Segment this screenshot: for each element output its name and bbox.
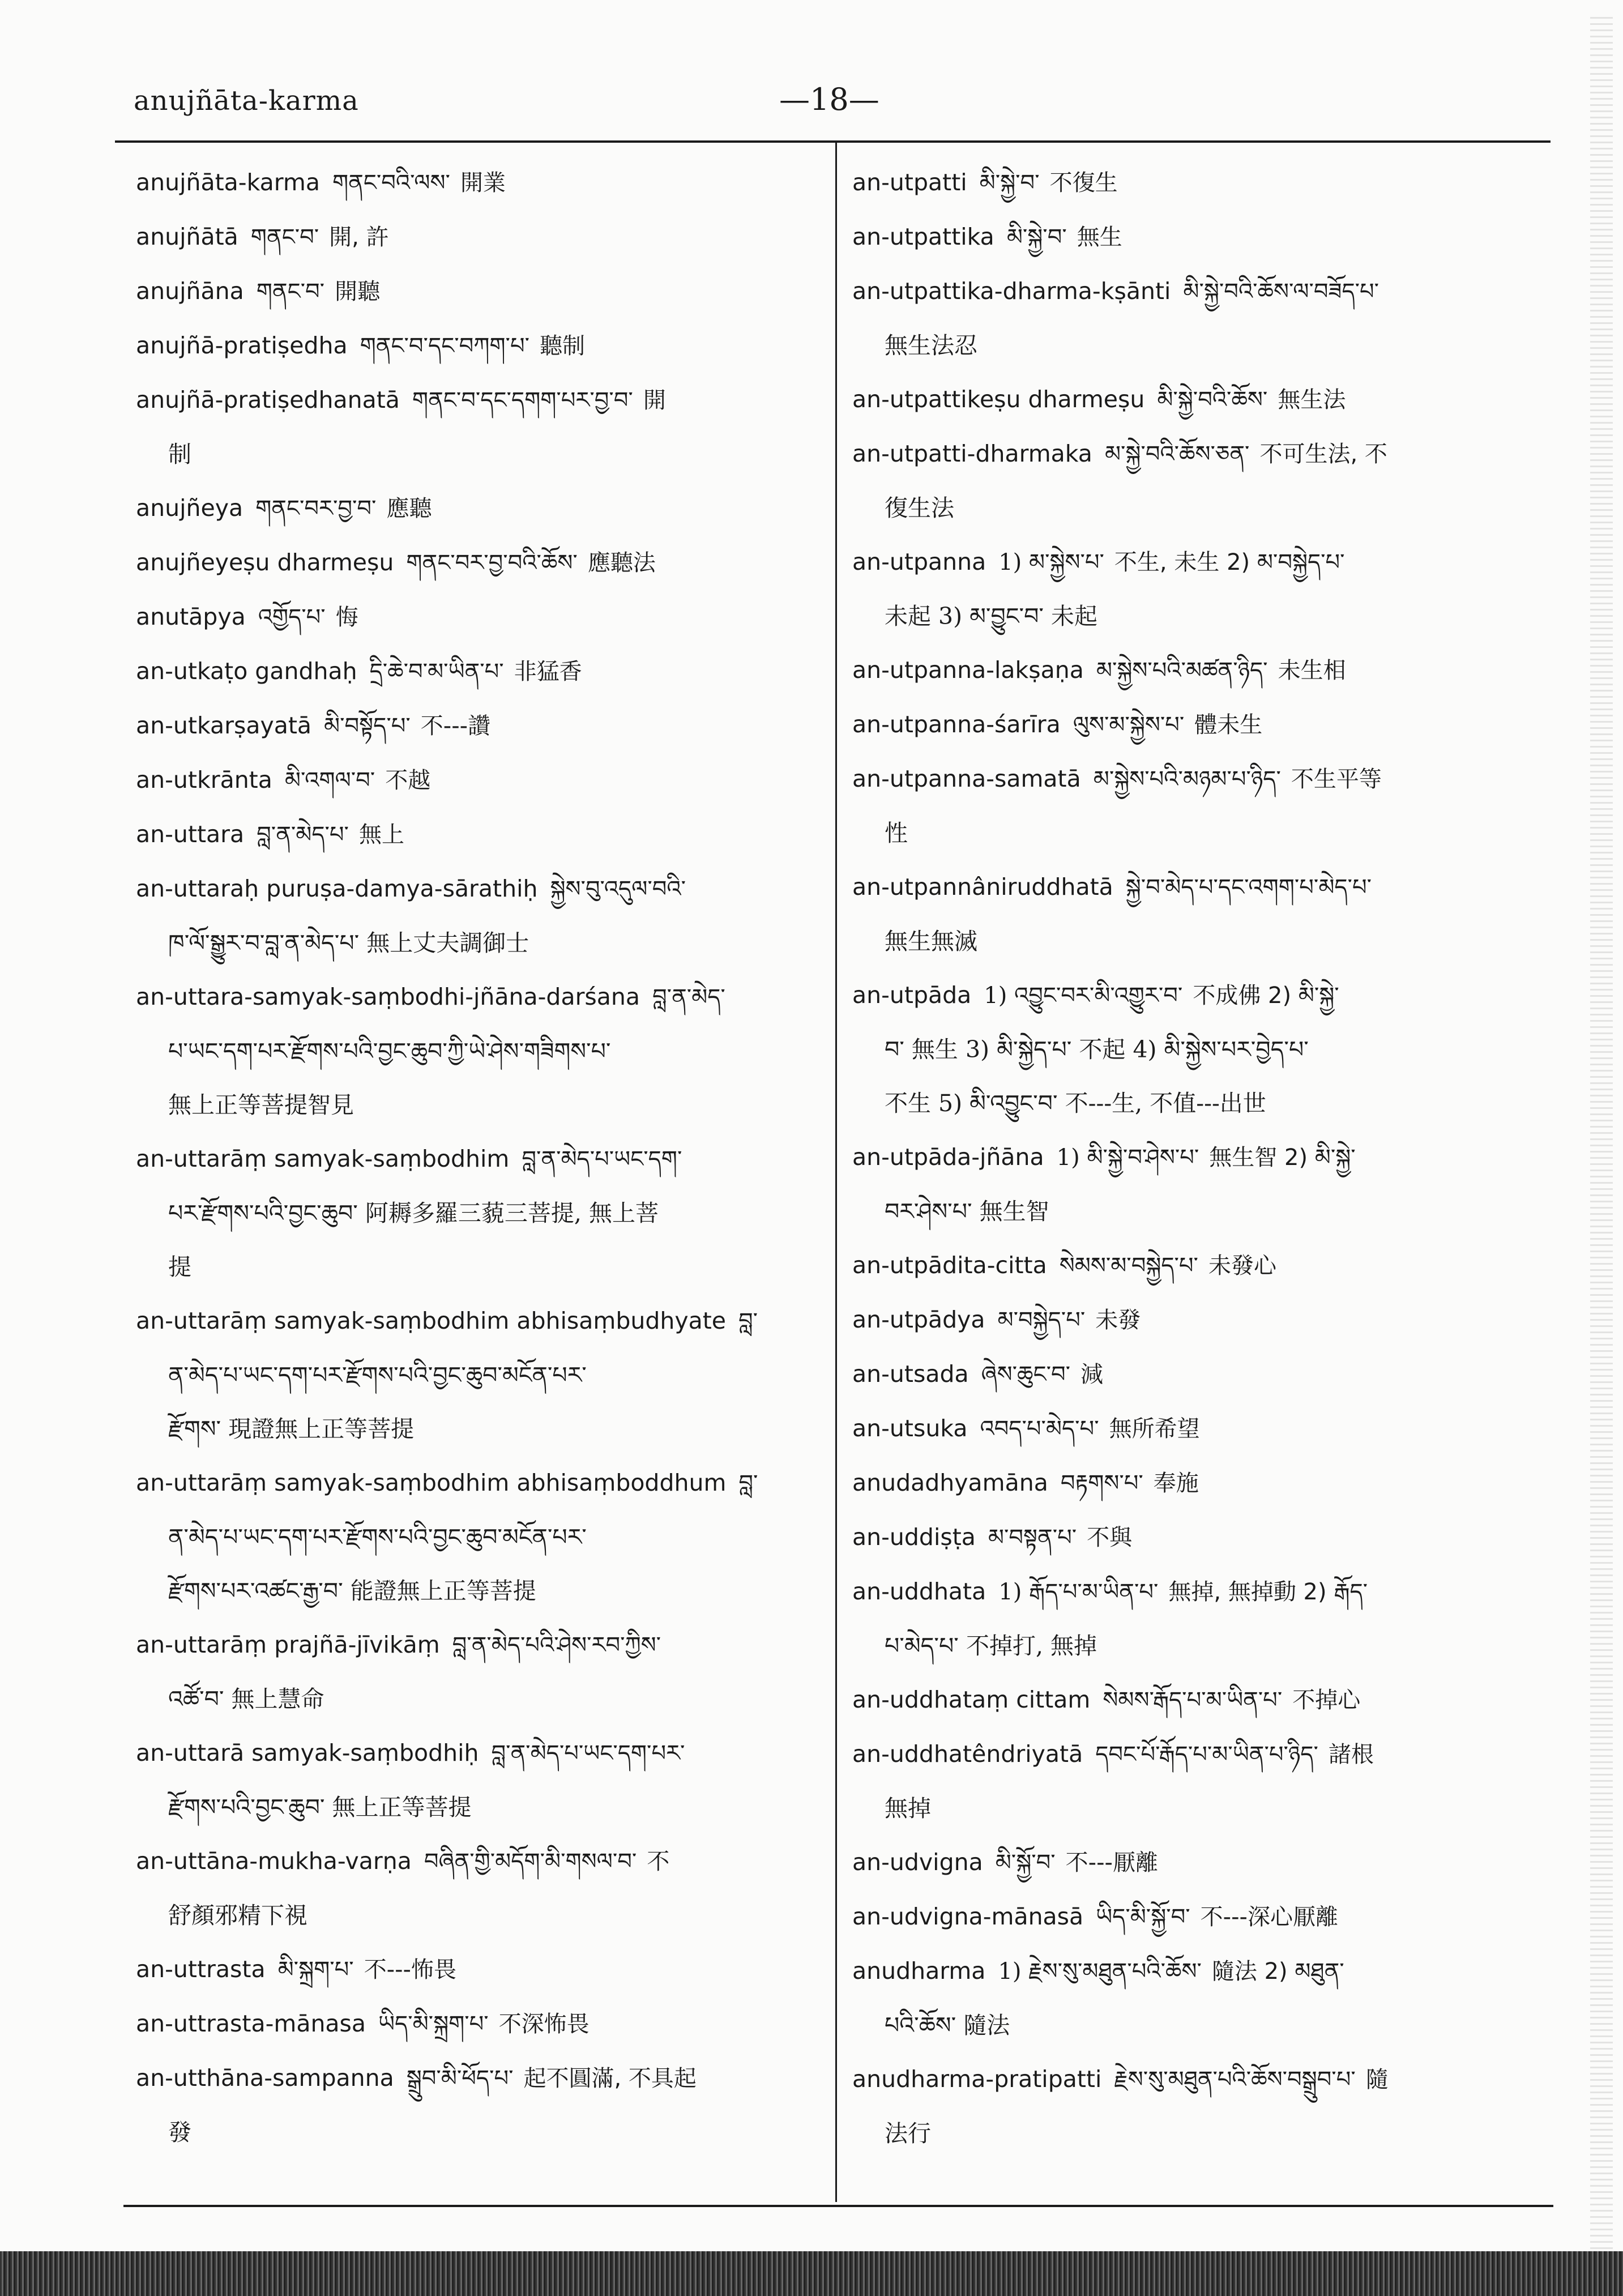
entry-continuation: 制 <box>168 441 191 468</box>
entry-headword: an-utpanna-samatā <box>852 765 1081 792</box>
dictionary-entry <box>852 1293 1540 1347</box>
entry-tibetan: གནང་བ་དང་བཀག་པ་ <box>360 333 529 359</box>
entry-headword: an-uddhatêndriyatā <box>852 1740 1083 1768</box>
entry-tibetan: སྐྱེ་བ་མེད་པ་དང་འགག་པ་མེད་པ་ <box>1125 874 1372 901</box>
entry-chinese: 不深怖畏 <box>498 2011 590 2037</box>
entry-continuation: 不生 5) མི་འབྱུང་བ་ 不---生, 不值---出世 <box>885 1090 1266 1117</box>
entry-tibetan: དབང་པོ་རྒོད་པ་མ་ཡིན་པ་ཉིད་ <box>1095 1742 1318 1768</box>
entry-headword: an-utthāna-sampanna <box>136 2064 394 2092</box>
entry-chinese: 無生法 <box>1278 387 1346 413</box>
entry-chinese: 無生智 2) མི་སྐྱེ་ <box>1209 1145 1356 1171</box>
entry-headword: an-uddhataṃ cittam <box>852 1686 1091 1713</box>
entry-continuation: བ་ 無生 3) མི་སྐྱེད་པ་ 不起 4) མི་སྐྱེས་པར་བྱེད་པ་ <box>885 1036 1309 1063</box>
entry-headword: anujñātā <box>136 223 238 250</box>
entry-tibetan: བླ་ <box>738 1470 758 1496</box>
entry-chinese: 不---厭離 <box>1065 1850 1158 1876</box>
entry-tibetan: སེམས་མ་བསྐྱེད་པ་ <box>1059 1253 1198 1279</box>
dictionary-entry <box>852 698 1540 752</box>
dictionary-entry <box>852 1456 1540 1510</box>
dictionary-entry <box>136 808 807 862</box>
entry-headword: an-udvigna <box>852 1849 983 1876</box>
dictionary-entry <box>852 1565 1540 1673</box>
entry-tibetan: གནང་བར་བྱ་བ་ <box>255 496 377 522</box>
dictionary-entry <box>852 535 1540 643</box>
dictionary-entry <box>852 752 1540 860</box>
entry-tibetan: གནང་བའི་ལས་ <box>332 170 450 196</box>
entry-chinese: 非猛香 <box>514 659 582 685</box>
entry-tibetan: མི་སྐྱེ་བ་ <box>979 170 1040 196</box>
dictionary-entry <box>136 536 807 590</box>
entry-continuation: ཁ་ལོ་སྒྱུར་བ་བླ་ན་མེད་པ་ 無上丈夫調御士 <box>168 929 529 957</box>
dictionary-entry <box>136 1294 807 1456</box>
entry-tibetan: 1) རྒོད་པ་མ་ཡིན་པ་ <box>998 1579 1159 1605</box>
dictionary-entry <box>852 373 1540 427</box>
entry-tibetan: མ་སྐྱེས་པའི་མཚན་ཉིད་ <box>1096 658 1268 684</box>
bottom-rule <box>123 2205 1553 2207</box>
entry-tibetan: བརྟགས་པ་ <box>1060 1470 1143 1496</box>
entry-continuation: རྫོགས་ 現證無上正等菩提 <box>168 1415 415 1443</box>
entry-continuation: 復生法 <box>885 494 954 522</box>
entry-tibetan: 1) རྗེས་སུ་མཐུན་པའི་ཆོས་ <box>998 1958 1202 1985</box>
entry-headword: an-utpatti-dharmaka <box>852 440 1092 467</box>
entry-tibetan: བླ་ན་མེད་པ་ཡང་དག་ <box>522 1146 682 1172</box>
entry-chinese: 不成佛 2) མི་སྐྱེ་ <box>1193 983 1339 1009</box>
dictionary-entry <box>136 319 807 373</box>
entry-tibetan: བླ་ན་མེད་པ་ <box>257 822 349 848</box>
entry-chinese: 不可生法, 不 <box>1259 441 1387 467</box>
dictionary-entry <box>852 1836 1540 1890</box>
entry-continuation: 提 <box>168 1253 191 1281</box>
entry-tibetan: དྲི་ཆེ་བ་མ་ཡིན་པ་ <box>369 659 504 685</box>
entry-chinese: 不越 <box>385 767 431 793</box>
entry-tibetan: མ་བསྟན་པ་ <box>988 1525 1077 1551</box>
entry-continuation: 舒顏邪精下視 <box>168 1902 307 1929</box>
entry-headword: an-utpannâniruddhatā <box>852 873 1113 901</box>
entry-headword: anujñā-pratiṣedha <box>136 332 348 359</box>
dictionary-entry <box>852 643 1540 698</box>
entry-chinese: 不 <box>647 1849 670 1875</box>
entry-headword: an-utpattikeṣu dharmeṣu <box>852 386 1145 413</box>
entry-chinese: 開 <box>643 387 666 413</box>
entry-chinese: 不生, 未生 2) མ་བསྐྱེད་པ་ <box>1114 549 1345 575</box>
entry-headword: an-utkarṣayatā <box>136 712 312 739</box>
entry-tibetan: བླ་ན་མེད་པ་ཡང་དག་པར་ <box>491 1740 685 1766</box>
entry-headword: an-uttaraḥ puruṣa-damya-sārathiḥ <box>136 875 538 902</box>
entry-chinese: 不---讚 <box>420 713 491 739</box>
dictionary-entry <box>136 2051 807 2160</box>
entry-tibetan: མི་སྐྱེ་བའི་ཆོས་ལ་བཟོད་པ་ <box>1183 279 1379 305</box>
dictionary-entry <box>136 699 807 753</box>
entry-tibetan: 1) འབྱུང་བར་མི་འགྱུར་བ་ <box>984 983 1183 1009</box>
entry-chinese: 不掉心 <box>1292 1687 1361 1713</box>
entry-headword: anudharma <box>852 1957 986 1985</box>
page-number: —18— <box>779 82 879 117</box>
entry-tibetan: མི་སྐྱེ་བ་ <box>1006 224 1067 250</box>
entry-headword: an-utpatti <box>852 169 967 196</box>
running-head: anujñāta-karma <box>134 85 359 117</box>
dictionary-entry <box>852 1347 1540 1402</box>
entry-chinese: 不---怖畏 <box>364 1957 456 1983</box>
dictionary-entry <box>852 968 1540 1130</box>
top-rule <box>115 140 1551 143</box>
entry-headword: an-uttrasta <box>136 1956 266 1983</box>
entry-headword: an-utpāda-jñāna <box>852 1143 1044 1171</box>
entry-tibetan: 1) མ་སྐྱེས་པ་ <box>998 549 1104 575</box>
right-column <box>852 156 1540 2161</box>
entry-headword: an-uttāna-mukha-varṇa <box>136 1847 412 1875</box>
entry-tibetan: མ་བསྐྱེད་པ་ <box>997 1307 1086 1333</box>
entry-headword: anutāpya <box>136 603 246 630</box>
entry-tibetan: བླ་ <box>738 1308 758 1334</box>
entry-continuation: 無生無滅 <box>885 928 977 955</box>
dictionary-entry <box>852 1130 1540 1239</box>
entry-headword: anujñā-pratiṣedhanatā <box>136 386 400 413</box>
entry-chinese: 不---深心厭離 <box>1200 1904 1338 1930</box>
entry-tibetan: འབད་པ་མེད་པ་ <box>980 1416 1099 1442</box>
entry-chinese: 諸根 <box>1328 1742 1374 1768</box>
dictionary-entry <box>852 1510 1540 1565</box>
entry-headword: anudadhyamāna <box>852 1469 1048 1496</box>
entry-chinese: 應聽法 <box>587 550 656 576</box>
entry-headword: an-utpattika-dharma-kṣānti <box>852 278 1171 305</box>
dictionary-entry <box>852 1944 1540 2052</box>
dictionary-entry <box>136 1132 807 1294</box>
dictionary-entry <box>136 753 807 808</box>
entry-headword: an-utsada <box>852 1360 969 1388</box>
dictionary-entry <box>136 645 807 699</box>
entry-continuation: འཚོ་བ་ 無上慧命 <box>168 1685 324 1713</box>
entry-tibetan: གནང་བ་དང་དགག་པར་བྱ་བ་ <box>412 387 633 413</box>
entry-continuation: བར་ཤེས་པ་ 無生智 <box>885 1198 1049 1225</box>
entry-headword: anujñeya <box>136 494 244 522</box>
dictionary-entry <box>852 427 1540 535</box>
entry-continuation: པར་རྫོགས་པའི་བྱང་ཆུབ་ 阿耨多羅三藐三菩提, 無上菩 <box>168 1200 659 1227</box>
entry-continuation: 未起 3) མ་བྱུང་བ་ 未起 <box>885 603 1098 630</box>
entry-headword: anujñāta-karma <box>136 169 320 196</box>
entry-chinese: 不復生 <box>1049 170 1118 196</box>
entry-chinese: 隨 <box>1365 2067 1389 2093</box>
entry-headword: an-utsuka <box>852 1415 968 1442</box>
dictionary-entry <box>852 1239 1540 1293</box>
entry-chinese: 無上 <box>358 822 404 848</box>
dictionary-entry <box>852 1673 1540 1727</box>
entry-continuation: 法行 <box>885 2120 931 2147</box>
entry-chinese: 無掉, 無掉動 2) རྒོད་ <box>1168 1579 1368 1605</box>
dictionary-entry <box>136 1726 807 1834</box>
dictionary-entry <box>852 2052 1540 2161</box>
entry-continuation: 發 <box>168 2119 191 2146</box>
entry-chinese: 無所希望 <box>1109 1416 1200 1442</box>
entry-tibetan: མི་འགལ་བ་ <box>284 767 375 793</box>
entry-headword: an-utpādya <box>852 1306 985 1333</box>
entry-headword: an-utkrānta <box>136 766 272 793</box>
dictionary-entry <box>852 210 1540 264</box>
entry-headword: an-uttara-samyak-saṃbodhi-jñāna-darśana <box>136 983 640 1010</box>
entry-headword: an-udvigna-mānasā <box>852 1903 1084 1930</box>
entry-headword: an-uttarāṃ samyak-saṃbodhim abhisaṃbudhyate <box>136 1307 727 1334</box>
entry-tibetan: བཞིན་གྱི་མདོག་མི་གསལ་བ་ <box>424 1849 637 1875</box>
entry-headword: an-uttara <box>136 821 245 848</box>
entry-headword: an-utpanna-śarīra <box>852 711 1061 738</box>
dictionary-entry <box>136 210 807 264</box>
entry-chinese: 開聽 <box>335 279 381 305</box>
entry-tibetan: མ་སྐྱེས་པའི་མཉམ་པ་ཉིད་ <box>1093 766 1281 792</box>
entry-tibetan: འགྱོད་པ་ <box>258 604 326 630</box>
entry-continuation: 性 <box>885 820 908 847</box>
entry-headword: an-uddhata <box>852 1578 986 1605</box>
dictionary-entry <box>136 156 807 210</box>
dictionary-entry <box>136 1943 807 1997</box>
dictionary-entry <box>136 590 807 645</box>
left-column <box>136 156 807 2160</box>
entry-chinese: 無生 <box>1077 224 1122 250</box>
entry-chinese: 未發心 <box>1208 1253 1276 1279</box>
entry-tibetan: ཡིད་མི་སྐྱོ་བ་ <box>1096 1904 1190 1930</box>
entry-continuation: པ་ཡང་དག་པར་རྫོགས་པའི་བྱང་ཆུབ་ཀྱི་ཡེ་ཤེས་གཟིགས་པ་ <box>168 1038 611 1065</box>
entry-tibetan: སྐྱེས་བུ་འདུལ་བའི་ <box>550 876 686 902</box>
dictionary-entry <box>136 1618 807 1726</box>
dictionary-entry <box>136 481 807 536</box>
dictionary-entry <box>852 1727 1540 1836</box>
entry-headword: an-utpanna <box>852 548 986 575</box>
entry-headword: anujñeyeṣu dharmeṣu <box>136 549 394 576</box>
entry-continuation: ན་མེད་པ་ཡང་དག་པར་རྫོགས་པའི་བྱང་ཆུབ་མངོན་པར་ <box>168 1362 587 1389</box>
entry-continuation: 無生法忍 <box>885 332 977 359</box>
entry-chinese: 隨法 2) མཐུན་ <box>1211 1958 1344 1985</box>
entry-headword: an-uttarāṃ prajñā-jīvikāṃ <box>136 1631 440 1658</box>
entry-tibetan: མི་སྐྱོ་བ་ <box>995 1850 1056 1876</box>
entry-chinese: 開, 許 <box>329 224 389 250</box>
entry-continuation: རྫོགས་པར་འཚང་རྒྱ་བ་ 能證無上正等菩提 <box>168 1577 536 1604</box>
page-header <box>131 84 1550 140</box>
entry-tibetan: གནང་བ་ <box>256 279 325 305</box>
entry-tibetan: མི་བསྟོད་པ་ <box>324 713 411 739</box>
entry-continuation: པ་མེད་པ་ 不掉打, 無掉 <box>885 1632 1097 1659</box>
dictionary-entry <box>136 1997 807 2051</box>
entry-tibetan: སེམས་རྒོད་པ་མ་ཡིན་པ་ <box>1103 1687 1283 1713</box>
entry-tibetan: མི་སྐྱེ་བའི་ཆོས་ <box>1157 387 1268 413</box>
entry-chinese: 未發 <box>1095 1307 1141 1333</box>
dictionary-entry <box>852 860 1540 968</box>
entry-chinese: 未生相 <box>1278 658 1346 684</box>
entry-tibetan: མ་སྐྱེ་བའི་ཆོས་ཅན་ <box>1104 441 1250 467</box>
entry-tibetan: 1) མི་སྐྱེ་བ་ཤེས་པ་ <box>1056 1145 1199 1171</box>
entry-tibetan: བླ་ན་མེད་པའི་ཤེས་རབ་ཀྱིས་ <box>452 1632 661 1658</box>
entry-headword: an-uttarāṃ samyak-saṃbodhim <box>136 1145 510 1172</box>
entry-chinese: 奉施 <box>1153 1470 1199 1496</box>
entry-tibetan: ཡིད་མི་སྐྲག་པ་ <box>378 2011 489 2037</box>
dictionary-entry <box>852 1890 1540 1944</box>
entry-tibetan: ཞེས་ཆུང་བ་ <box>981 1362 1071 1388</box>
entry-headword: an-uttarāṃ samyak-saṃbodhim abhisaṃboddhum <box>136 1469 727 1496</box>
entry-chinese: 悔 <box>335 604 358 630</box>
dictionary-entry <box>852 264 1540 373</box>
entry-chinese: 應聽 <box>386 496 432 522</box>
entry-tibetan: མི་སྐྲག་པ་ <box>277 1957 354 1983</box>
entry-continuation: ན་མེད་པ་ཡང་དག་པར་རྫོགས་པའི་བྱང་ཆུབ་མངོན་པར་ <box>168 1523 587 1551</box>
entry-chinese: 起不圓滿, 不具起 <box>523 2065 697 2092</box>
entry-continuation: 無上正等菩提智見 <box>168 1091 354 1119</box>
column-divider <box>835 142 837 2202</box>
entry-tibetan: རྗེས་སུ་མཐུན་པའི་ཆོས་བསྒྲུབ་པ་ <box>1114 2067 1356 2093</box>
entry-tibetan: གནང་བར་བྱ་བའི་ཆོས་ <box>406 550 578 576</box>
entry-headword: an-utpattika <box>852 223 994 250</box>
entry-headword: an-utpāda <box>852 981 972 1009</box>
dictionary-entry <box>136 862 807 970</box>
entry-headword: anudharma-pratipatti <box>852 2065 1102 2093</box>
entry-tibetan: ལུས་མ་སྐྱེས་པ་ <box>1073 712 1185 738</box>
dictionary-entry <box>136 1834 807 1943</box>
entry-headword: an-utkaṭo gandhaḥ <box>136 658 357 685</box>
entry-continuation: རྫོགས་པའི་བྱང་ཆུབ་ 無上正等菩提 <box>168 1794 472 1821</box>
entry-chinese: 體未生 <box>1194 712 1263 738</box>
entry-headword: an-uttarā samyak-saṃbodhiḥ <box>136 1739 479 1766</box>
entry-headword: an-uttrasta-mānasa <box>136 2010 366 2037</box>
entry-headword: an-uddiṣṭa <box>852 1523 976 1551</box>
entry-chinese: 開業 <box>460 170 506 196</box>
entry-headword: an-utpanna-lakṣaṇa <box>852 656 1084 684</box>
entry-continuation: པའི་ཆོས་ 隨法 <box>885 2012 1010 2039</box>
entry-headword: an-utpādita-citta <box>852 1252 1047 1279</box>
entry-chinese: 不生平等 <box>1291 766 1382 792</box>
scan-edge-artifact <box>1590 17 1613 2271</box>
entry-headword: anujñāna <box>136 278 244 305</box>
dictionary-entry <box>852 1402 1540 1456</box>
entry-tibetan: བླ་ན་མེད་ <box>652 984 725 1010</box>
entry-chinese: 聽制 <box>540 333 585 359</box>
dictionary-entry <box>136 373 807 481</box>
entry-chinese: 不與 <box>1087 1525 1133 1551</box>
entry-tibetan: གནང་བ་ <box>250 224 319 250</box>
entry-continuation: 無掉 <box>885 1795 931 1822</box>
entry-chinese: 減 <box>1080 1362 1104 1388</box>
entry-tibetan: སྒྲུབ་མི་ཕོད་པ་ <box>406 2065 514 2092</box>
dictionary-entry <box>852 156 1540 210</box>
scan-bottom-band <box>0 2251 1623 2296</box>
dictionary-entry <box>136 1456 807 1618</box>
dictionary-entry <box>136 970 807 1132</box>
dictionary-entry <box>136 264 807 319</box>
